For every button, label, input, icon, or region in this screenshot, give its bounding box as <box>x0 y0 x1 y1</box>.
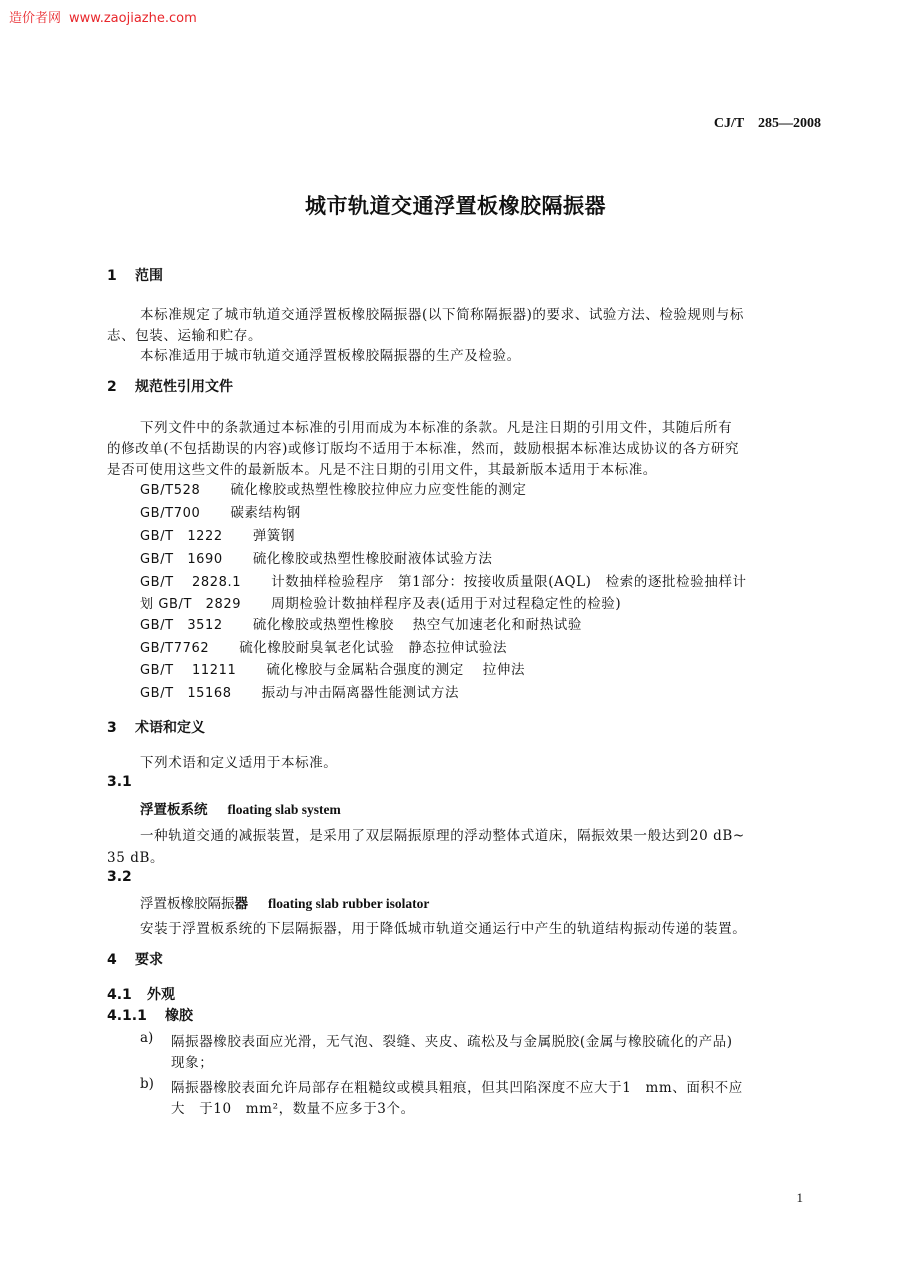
subsection-title: 外观 <box>147 987 175 1003</box>
reference-item <box>140 592 621 612</box>
paragraph-continuation: 是否可使用这些文件的最新版本。凡是不注日期的引用文件，其最新版本适用于本标准。 <box>107 462 657 478</box>
reference-title: 硫化橡胶或热塑性橡胶耐液体试验方法 <box>252 551 493 567</box>
document-title: 城市轨道交通浮置板橡胶隔振器 <box>305 194 606 218</box>
paragraph: 下列文件中的条款通过本标准的引用而成为本标准的条款。凡是注日期的引用文件，其随后所有 <box>140 420 733 436</box>
reference-item <box>140 478 526 498</box>
reference-code: GB/T 15168 <box>140 686 232 701</box>
term-entry <box>140 798 341 818</box>
reference-item <box>140 547 493 567</box>
reference-code: GB/T7762 <box>140 641 210 656</box>
standard-code: CJ/T 285—2008 <box>713 116 821 131</box>
section-number: 1 <box>107 268 117 284</box>
subsection-4-1-1-heading <box>107 1005 193 1025</box>
subsection-4-1-heading <box>107 984 175 1004</box>
reference-code: GB/T 1222 <box>140 529 223 544</box>
reference-code: GB/T 3512 <box>140 618 223 633</box>
reference-title: 弹簧钢 <box>252 528 296 544</box>
term-definition: 一种轨道交通的减振装置，是采用了双层隔振原理的浮动整体式道床，隔振效果一般达到20 dB~ <box>140 828 745 844</box>
watermark-site-name: 造价者网 <box>9 11 62 26</box>
reference-item <box>140 613 582 633</box>
paragraph-continuation: 志、包装、运输和贮存。 <box>107 328 263 344</box>
list-item-text-continuation: 大 于10 mm²，数量不应多于3个。 <box>171 1101 415 1117</box>
term-definition: 安装于浮置板系统的下层隔振器，用于降低城市轨道交通运行中产生的轨道结构振动传递的装置。 <box>140 921 747 937</box>
section-title: 术语和定义 <box>135 720 205 736</box>
reference-item <box>140 658 525 678</box>
term-definition-continuation: 35 dB。 <box>107 850 165 866</box>
reference-item <box>140 681 459 701</box>
section-3-heading <box>107 717 205 737</box>
paragraph: 本标准适用于城市轨道交通浮置板橡胶隔振器的生产及检验。 <box>140 348 521 364</box>
list-item-label: b) <box>140 1076 154 1092</box>
list-item-text: 隔振器橡胶表面应光滑，无气泡、裂缝、夹皮、疏松及与金属脱胶(金属与橡胶硫化的产品) <box>171 1034 733 1050</box>
term-english: floating slab rubber isolator <box>268 896 430 911</box>
term-chinese: 浮置板系统 <box>140 802 208 818</box>
watermark <box>9 7 205 26</box>
reference-code: GB/T700 <box>140 506 201 521</box>
paragraph: 下列术语和定义适用于本标准。 <box>140 755 338 771</box>
reference-title: 硫化橡胶与金属粘合强度的测定 拉伸法 <box>266 662 526 678</box>
list-item-text: 隔振器橡胶表面允许局部存在粗糙纹或模具粗痕，但其凹陷深度不应大于1 mm、面积不应 <box>171 1080 743 1096</box>
subsection-number: 4.1.1 <box>107 1008 147 1024</box>
reference-code: GB/T528 <box>140 483 201 498</box>
section-2-heading <box>107 376 233 396</box>
list-item-label: a) <box>140 1030 154 1046</box>
subsection-title: 橡胶 <box>165 1008 193 1024</box>
reference-code: 划 GB/T 2829 <box>140 597 242 612</box>
section-title: 范围 <box>135 268 163 284</box>
reference-code: GB/T 2828.1 <box>140 575 242 590</box>
term-chinese: 浮置板橡胶隔振 <box>140 896 235 912</box>
term-number: 3.1 <box>107 774 132 790</box>
reference-item <box>140 570 747 590</box>
term-entry <box>140 892 429 912</box>
page-number: 1 <box>796 1190 803 1205</box>
section-title: 规范性引用文件 <box>135 379 233 395</box>
section-1-heading <box>107 265 163 285</box>
reference-title: 碳素结构钢 <box>230 505 301 521</box>
reference-title: 硫化橡胶或热塑性橡胶拉伸应力应变性能的测定 <box>230 482 527 498</box>
watermark-url[interactable]: www.zaojiazhe.com <box>69 11 197 26</box>
section-number: 3 <box>107 720 117 736</box>
section-4-heading <box>107 949 163 969</box>
paragraph-continuation: 的修改单(不包括勘误的内容)或修订版均不适用于本标准，然而，鼓励根据本标准达成协议的各方研究 <box>107 441 740 457</box>
reference-title: 周期检验计数抽样程序及表(适用于对过程稳定性的检验) <box>271 596 622 612</box>
subsection-number: 4.1 <box>107 987 132 1003</box>
section-number: 4 <box>107 952 117 968</box>
reference-title: 振动与冲击隔离器性能测试方法 <box>261 685 460 701</box>
term-number: 3.2 <box>107 869 132 885</box>
reference-title: 硫化橡胶或热塑性橡胶 热空气加速老化和耐热试验 <box>252 617 583 633</box>
paragraph: 本标准规定了城市轨道交通浮置板橡胶隔振器(以下简称隔振器)的要求、试验方法、检验规则与标 <box>140 307 744 323</box>
section-title: 要求 <box>135 952 163 968</box>
term-chinese-bold: 器 <box>234 896 248 912</box>
reference-title: 硫化橡胶耐臭氧老化试验 静态拉伸试验法 <box>239 640 508 656</box>
reference-title: 计数抽样检验程序 第1部分：按接收质量限(AQL) 检索的逐批检验抽样计 <box>271 574 747 590</box>
section-number: 2 <box>107 379 117 395</box>
term-english: floating slab system <box>227 802 341 817</box>
reference-code: GB/T 11211 <box>140 663 237 678</box>
reference-item <box>140 524 295 544</box>
reference-item <box>140 636 507 656</box>
reference-code: GB/T 1690 <box>140 552 223 567</box>
reference-item <box>140 501 301 521</box>
list-item-text-continuation: 现象； <box>171 1055 214 1071</box>
